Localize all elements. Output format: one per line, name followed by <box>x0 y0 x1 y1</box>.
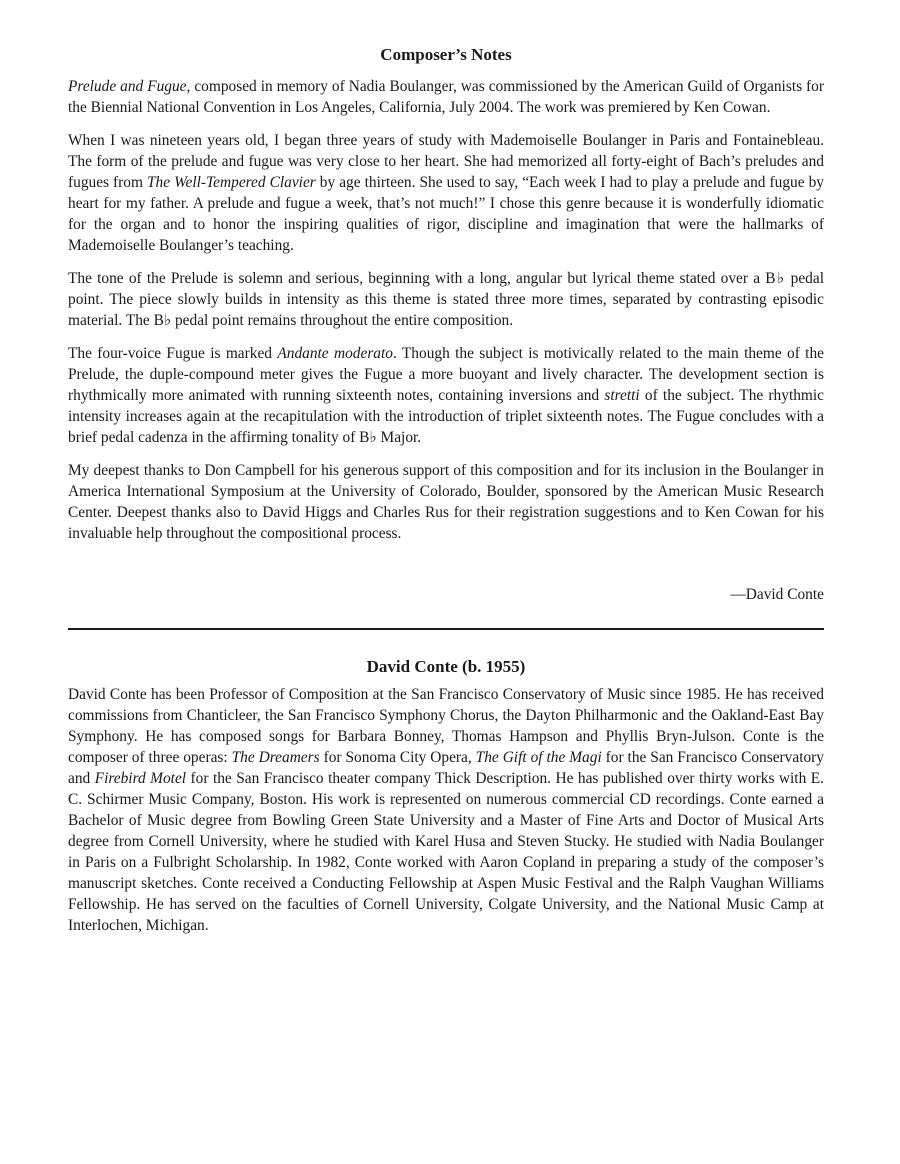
bio-text-4: for the San Francisco theater company Thick Description. He has published over thirty works with E. C. Schirmer Music Company, Boston. His work is represented on numerous commercial CD recordings. Conte earned a Bachelor of Music degree from Bowling Green State University and a Master of Fine Arts and Doctor of Musical Arts degree from Cornell University, where he studied with Karel Husa and Steven Stucky. He studied with Nadia Boulanger in Paris on a Fulbright Scholarship. In 1982, Conte worked with Aaron Copland in preparing a study of the composer’s manuscript sketches. Conte received a Conducting Fellowship at Aspen Music Festival and the Ralph Vaughan Williams Fellowship. He has served on the faculties of Cornell University, Colgate University, and the National Music Camp at Interlochen, Michigan. <box>68 770 824 934</box>
notes-paragraph-4-before: The four-voice Fugue is marked <box>68 345 278 362</box>
notes-paragraph-1-text: , composed in memory of Nadia Boulanger, was commissioned by the American Guild of Organists for the Biennial National Convention in Los Angeles, California, July 2004. The work was premiered by Ken Cowan. <box>68 78 825 116</box>
signature: —David Conte <box>730 586 824 603</box>
notes-paragraph-2-after: by age thirteen. She used to say, “Each week I had to play a prelude and fugue by heart for my father. A prelude and fugue a week, that’s not much!” I chose this genre because it is wonderfully idiomatic for the organ and to honor the inspiring qualities of rigor, discipline and imagination that were the hallmarks of Mademoiselle Boulanger’s teaching. <box>68 174 824 254</box>
notes-paragraph-2 <box>68 130 824 256</box>
book-title: The Well-Tempered Clavier <box>147 174 316 191</box>
work-title: Prelude and Fugue <box>68 78 187 95</box>
tempo-marking: Andante moderato <box>277 345 393 362</box>
notes-paragraph-4-middle: . Though the subject is motivically related to the main theme of the Prelude, the duple-compound meter gives the Fugue a more buoyant and lively character. The development section is rhythmically more animated with running sixteenth notes, containing inversions and <box>68 345 824 404</box>
opera-title-1: The Dreamers <box>231 749 320 766</box>
opera-title-2: The Gift of the Magi <box>475 749 602 766</box>
document-page <box>68 44 824 936</box>
stretti-term: stretti <box>604 387 640 404</box>
opera-title-3: Firebird Motel <box>94 770 187 787</box>
notes-paragraph-4 <box>68 343 824 448</box>
notes-paragraph-5: My deepest thanks to Don Campbell for his generous support of this composition and for its inclusion in the Boulanger in America International Symposium at the University of Colorado, Boulder, sponsored by the American Music Research Center. Deepest thanks also to David Higgs and Charles Rus for their registration suggestions and to Ken Cowan for his invaluable help throughout the compositional process. <box>68 462 824 542</box>
notes-paragraph-3: The tone of the Prelude is solemn and serious, beginning with a long, angular but lyrical theme stated over a B♭ pedal point. The piece slowly builds in intensity as this theme is stated three more times, separated by contrasting episodic material. The B♭ pedal point remains throughout the entire composition. <box>68 270 824 329</box>
bio-paragraph <box>68 684 824 936</box>
bio-text-3: for the San Francisco Conservatory and <box>68 749 824 787</box>
bio-section <box>68 684 824 936</box>
bio-text-2: for Sonoma City Opera, <box>319 749 476 766</box>
notes-paragraph-1 <box>68 76 824 118</box>
bio-text-1: David Conte has been Professor of Composition at the San Francisco Conservatory of Music since 1985. He has received commissions from Chanticleer, the San Francisco Symphony Chorus, the Dayton Philharmonic and the Oakland-East Bay Symphony. He has composed songs for Barbara Bonney, Thomas Hampson and Phyllis Bryn-Julson. Conte is the composer of three operas: <box>68 686 824 766</box>
section-divider <box>68 628 824 630</box>
composers-notes-heading: Composer’s Notes <box>380 45 512 64</box>
notes-paragraph-4-after: of the subject. The rhythmic intensity increases again at the recapitulation with the introduction of triplet sixteenth notes. The Fugue concludes with a brief pedal cadenza in the affirming tonality of B♭ Major. <box>68 387 824 446</box>
bio-heading: David Conte (b. 1955) <box>366 657 526 676</box>
notes-paragraph-2-before: When I was nineteen years old, I began three years of study with Mademoiselle Boulanger in Paris and Fontainebleau. The form of the prelude and fugue was very close to her heart. She had memorized all forty-eight of Bach’s preludes and fugues from <box>68 132 824 191</box>
